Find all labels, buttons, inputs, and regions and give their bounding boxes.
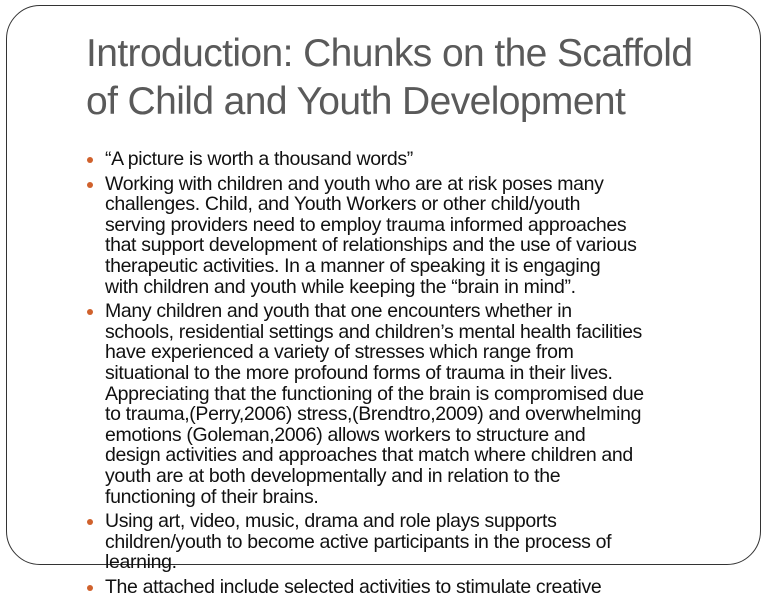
bullet-text-line: “A picture is worth a thousand words”	[105, 148, 413, 170]
slide-title	[86, 30, 692, 126]
title-line: of Child and Youth Development	[86, 80, 626, 123]
bullet-text-line: Appreciating that the functioning of the brain is compromised due	[105, 382, 644, 405]
bullet-text-line: youth are at both developmentally and in relation to the	[105, 464, 561, 487]
bullet-text-line: The attached include selected activities to stimulate creative	[105, 575, 602, 598]
bullet-text-line: schools, residential settings and children’s mental health facilities	[105, 320, 642, 343]
bullet-text-line: emotions (Goleman,2006) allows workers to structure and	[105, 423, 586, 446]
bullet-text-line: Using art, video, music, drama and role plays supports	[105, 510, 557, 533]
bullet-dot-icon	[87, 157, 93, 163]
bullet-item	[86, 577, 766, 598]
bullet-text-line: functioning of their brains.	[105, 485, 319, 508]
bullet-dot-icon	[87, 585, 93, 591]
bullet-dot-icon	[87, 519, 93, 525]
bullet-text-line: serving providers need to employ trauma informed approaches	[105, 213, 627, 236]
bullet-text-line: to trauma,(Perry,2006) stress,(Brendtro,2009) and overwhelming	[105, 403, 642, 426]
bullet-text-line: design activities and approaches that match where children and	[105, 444, 633, 467]
bullet-text-line: Many children and youth that one encounters whether in	[105, 300, 572, 323]
bullet-text-line: children/youth to become active participants in the process of	[105, 530, 612, 553]
bullet-item	[86, 174, 766, 298]
bullet-text-line: that support development of relationships and the use of various	[105, 234, 637, 257]
bullet-list	[86, 149, 766, 601]
bullet-text-line: situational to the more profound forms of trauma in their lives.	[105, 361, 613, 384]
bullet-text-line: challenges. Child, and Youth Workers or other child/youth	[105, 193, 581, 216]
bullet-text-line: therapeutic activities. In a manner of speaking it is engaging	[105, 254, 601, 277]
bullet-text-line: Working with children and youth who are at risk poses many	[105, 172, 604, 195]
bullet-dot-icon	[87, 182, 93, 188]
bullet-item	[86, 301, 766, 507]
title-line: Introduction: Chunks on the Scaffold	[86, 32, 693, 75]
bullet-text-line: have experienced a variety of stresses which range from	[105, 341, 574, 364]
bullet-dot-icon	[87, 309, 93, 315]
bullet-item	[86, 149, 766, 170]
bullet-text-line: learning.	[105, 551, 177, 574]
bullet-text-line: with children and youth while keeping the “brain in mind”.	[105, 275, 576, 298]
bullet-item	[86, 511, 766, 573]
